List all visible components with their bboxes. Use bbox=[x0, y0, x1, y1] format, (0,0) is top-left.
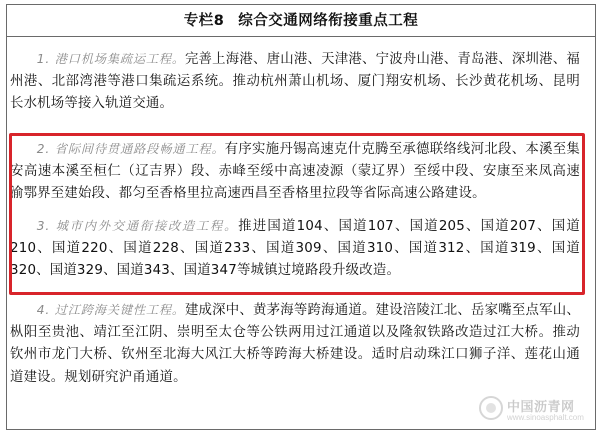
section-3-heading: 3. 城市内外交通衔接改造工程。 bbox=[36, 219, 239, 233]
section-2-body: 有序实施丹锡高速克什克腾至承德联络线河北段、本溪至集安高速本溪至桓仁（辽吉界）段、赤峰至绥中高速凌源（蒙辽界）至绥中段、安康至来凤高速渝鄂界至建始段、都匀至香格里拉高速西昌至香格里拉段等省际高速公路建设。 bbox=[10, 142, 580, 202]
section-4-heading: 4. 过江跨海关键性工程。 bbox=[36, 303, 185, 317]
column-title-text: 综合交通网络衔接重点工程 bbox=[238, 13, 419, 29]
section-3-body: 推进国道104、国道107、国道205、国道207、国道210、国道220、国道228、国道233、国道309、国道310、国道312、国道319、国道320、国道329、国道343、国道347等城镇过境路段升级改造。 bbox=[10, 219, 580, 279]
watermark-logo-icon bbox=[479, 396, 503, 420]
watermark-name: 中国沥青网 bbox=[507, 400, 575, 415]
section-2-heading: 2. 省际间待贯通路段畅通工程。 bbox=[36, 142, 225, 156]
section-1-heading: 1. 港口机场集疏运工程。 bbox=[36, 52, 185, 66]
section-1-paragraph bbox=[10, 48, 580, 116]
watermark bbox=[479, 394, 589, 428]
column-title bbox=[7, 5, 595, 37]
section-4-paragraph bbox=[10, 299, 580, 389]
red-highlight-box bbox=[9, 133, 585, 295]
watermark-url: www.sinoasphalt.com bbox=[507, 413, 584, 422]
section-4-body: 建成深中、黄茅海等跨海通道。建设涪陵江北、岳家嘴至点军山、枞阳至贵池、靖江至江阴、崇明至太仓等公铁两用过江通道以及隆叙铁路改造过江大桥。推动钦州市龙门大桥、钦州至北海大风江大桥等跨海大桥建设。适时启动珠江口狮子洋、莲花山通道建设。规划研究沪甬通道。 bbox=[10, 303, 580, 385]
section-1-body: 完善上海港、唐山港、天津港、宁波舟山港、青岛港、深圳港、福州港、北部湾港等港口集疏运系统。推动杭州萧山机场、厦门翔安机场、长沙黄花机场、昆明长水机场等接入轨道交通。 bbox=[10, 52, 580, 112]
column-number: 专栏8 bbox=[183, 13, 225, 29]
